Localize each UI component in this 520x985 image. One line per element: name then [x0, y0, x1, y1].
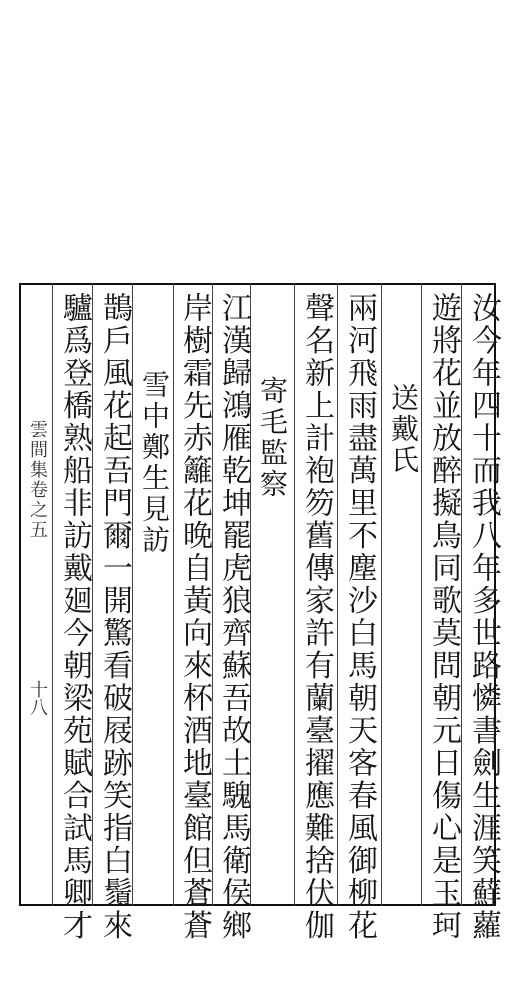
column-rule [421, 283, 422, 906]
text-column-1: 汝今年四十而我八年多世路憐書劍生涯笑蘚蘿 [466, 292, 501, 942]
column-rule [173, 283, 174, 906]
column-rule [337, 283, 338, 906]
column-rule [381, 283, 382, 906]
poem-title-column: 寄毛監察 [256, 376, 289, 500]
text-column-4: 聲名新上計袍笏舊傳家許有蘭臺擢應難捨伏伽 [299, 292, 334, 942]
margin-book-title: 雲間集卷之五 [27, 420, 48, 540]
text-column-2: 遊將花並放醉擬鳥同歌莫問朝元日傷心是玉珂 [426, 292, 461, 942]
poem-title-column: 送戴氏 [387, 383, 420, 476]
text-column-5: 江漢歸鴻雁乾坤罷虎狼齊蘇吾故土騩馬衛侯鄉 [216, 292, 251, 942]
poem-title-column: 雪中鄭生見訪 [138, 370, 171, 556]
column-rule [294, 283, 295, 906]
text-column-6: 岸樹霜先赤籬花晚自黃向來杯酒地臺館但蒼蒼 [177, 292, 212, 942]
column-rule [52, 283, 53, 906]
folio-number: 十八 [27, 680, 48, 716]
text-column-7: 鵲戶風花起吾門爾一開驚看破屐跡笑指白鬚來 [97, 292, 132, 942]
text-column-8: 驢爲登橋熟船非訪戴廻今朝梁苑賦合試馬卿才 [57, 292, 92, 942]
text-column-3: 兩河飛雨盡萬里不塵沙白馬朝天客春風御柳花 [342, 292, 377, 942]
